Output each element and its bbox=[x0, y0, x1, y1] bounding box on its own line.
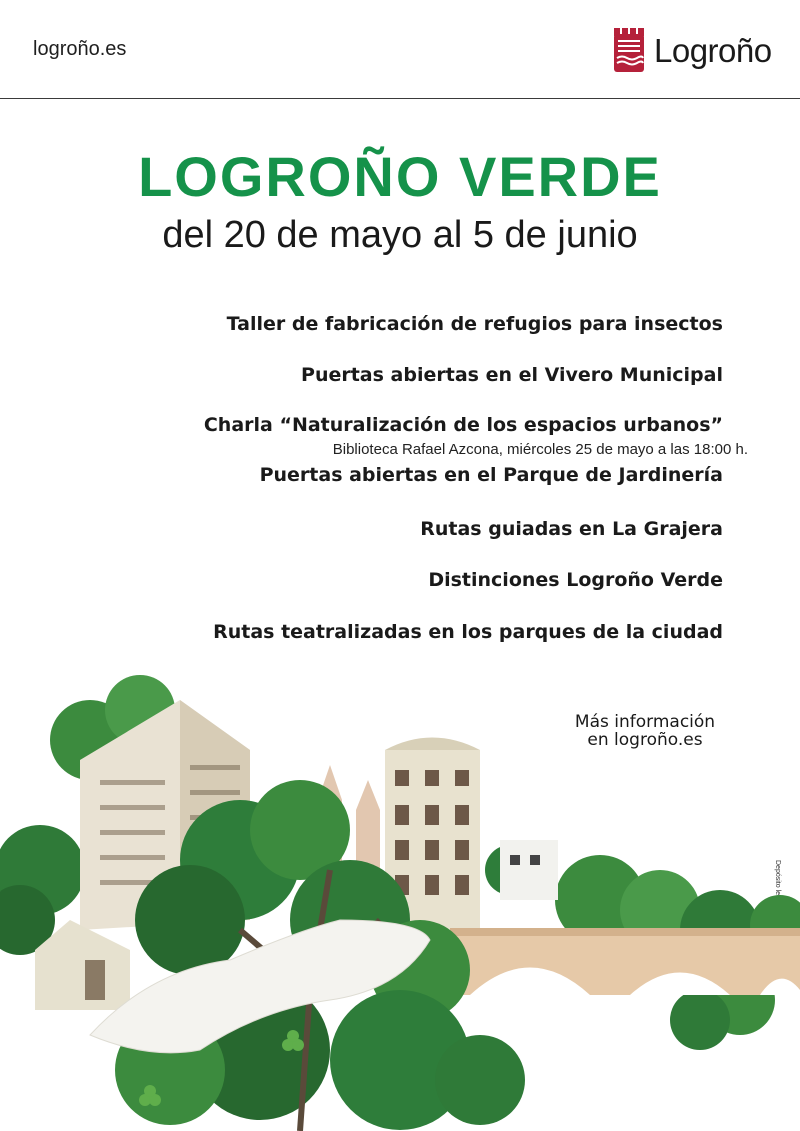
activity-item: Rutas teatralizadas en los parques de la ciudad bbox=[213, 621, 723, 643]
city-illustration bbox=[0, 670, 800, 1131]
logo-name: Logroño bbox=[654, 32, 772, 69]
activity-item: Rutas guiadas en La Grajera bbox=[420, 518, 723, 540]
activity-item: Distinciones Logroño Verde bbox=[428, 569, 723, 591]
event-dates: del 20 de mayo al 5 de junio bbox=[162, 214, 638, 256]
white-building bbox=[500, 840, 558, 900]
activity-item: Puertas abiertas en el Vivero Municipal bbox=[301, 364, 723, 386]
activity-item: Taller de fabricación de refugios para insectos bbox=[226, 313, 723, 335]
more-info-line1: Más información bbox=[574, 712, 716, 732]
activity-detail: Biblioteca Rafael Azcona, miércoles 25 de mayo a las 18:00 h. bbox=[332, 441, 748, 458]
header bbox=[0, 0, 800, 99]
activity-item: Charla “Naturalización de los espacios urbanos” bbox=[203, 414, 723, 436]
coat-of-arms-icon bbox=[613, 28, 645, 74]
stone-bridge bbox=[450, 928, 800, 995]
site-link[interactable]: logroño.es bbox=[33, 38, 127, 60]
city-logo[interactable] bbox=[613, 27, 772, 75]
activity-item: Puertas abiertas en el Parque de Jardinería bbox=[259, 464, 723, 486]
more-info-line2[interactable]: en logroño.es bbox=[587, 730, 703, 750]
poster-title: LOGROÑO VERDE bbox=[138, 145, 662, 208]
